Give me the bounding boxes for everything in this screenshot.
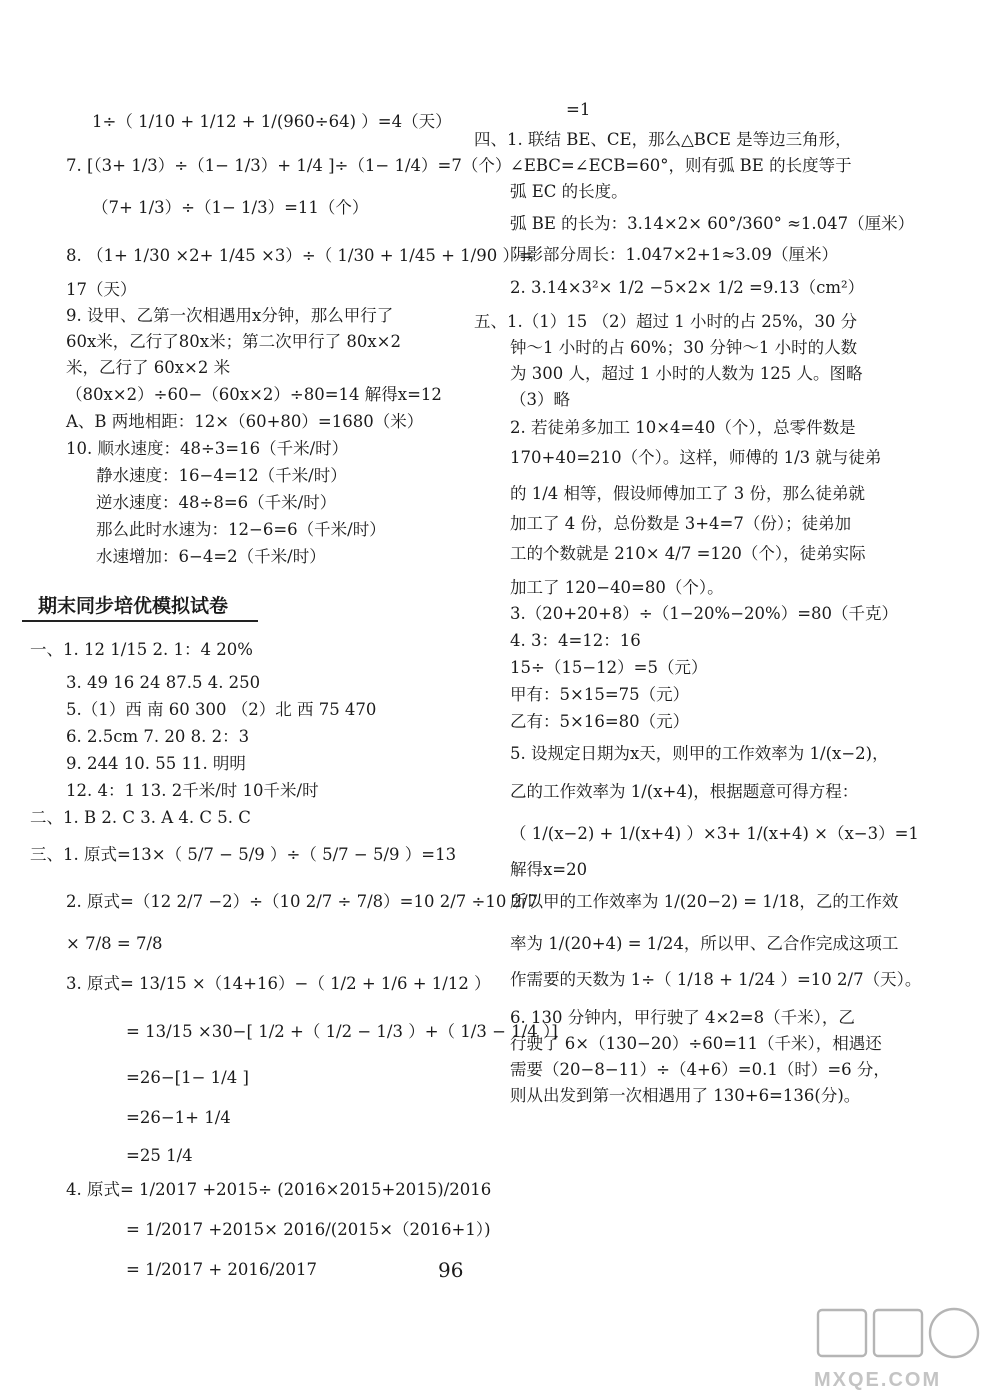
answer-line: A、B 两地相距：12×（60+80）=1680（米） (66, 412, 424, 431)
answer-line: 的 1/4 相等，假设师傅加工了 3 份，那么徒弟就 (510, 484, 866, 503)
answer-line: 五、1.（1）15 （2）超过 1 小时的占 25%，30 分 (474, 312, 858, 331)
page-number: 96 (438, 1258, 464, 1282)
answer-line: 9. 244 10. 55 11. 明明 (66, 754, 246, 773)
answer-line: 12. 4：1 13. 2千米/时 10千米/时 (66, 781, 319, 800)
answer-line: 3. 49 16 24 87.5 4. 250 (66, 673, 261, 692)
answer-line: 1÷（ 1/10 + 1/12 + 1/(960÷64) ）=4（天） (92, 112, 452, 131)
answer-line: =1 (566, 100, 591, 119)
answer-line: =26−[1− 1/4 ] (126, 1068, 249, 1087)
section-title: 期末同步培优模拟试卷 (38, 595, 229, 617)
answer-line: 2. 原式=（12 2/7 −2）÷（10 2/7 ÷ 7/8）=10 2/7 ÷10 2/7 (66, 892, 539, 911)
answer-line: 静水速度：16−4=12（千米/时） (96, 466, 347, 485)
watermark-logo (812, 1304, 992, 1392)
answer-line: 那么此时水速为：12−6=6（千米/时） (96, 520, 386, 539)
answer-line: 9. 设甲、乙第一次相遇用x分钟，那么甲行了 (66, 306, 394, 325)
section-title-underline (22, 620, 258, 622)
answer-line: 解得x=20 (510, 860, 588, 879)
answer-line: 弧 EC 的长度。 (510, 182, 628, 201)
answer-line: （ 1/(x−2) + 1/(x+4) ）×3+ 1/(x+4) ×（x−3）=1 (510, 824, 919, 843)
answer-line: = 1/2017 +2015× 2016/(2015×（2016+1）) (126, 1220, 491, 1239)
answer-line: 乙有：5×16=80（元） (510, 712, 690, 731)
answer-line: 6. 130 分钟内，甲行驶了 4×2=8（千米），乙 (510, 1008, 855, 1027)
answer-line: 率为 1/(20+4) = 1/24，所以甲、乙合作完成这项工 (510, 934, 899, 953)
answer-line: 一、1. 12 1/15 2. 1：4 20% (30, 640, 253, 659)
answer-line: = 13/15 ×30−[ 1/2 +（ 1/2 − 1/3 ）+（ 1/3 − 1/4 ）] (126, 1022, 558, 1041)
answer-line: 三、1. 原式=13×（ 5/7 − 5/9 ）÷（ 5/7 − 5/9 ）=13 (30, 845, 457, 864)
answer-line: 2. 3.14×3²× 1/2 −5×2× 1/2 =9.13（cm²） (510, 278, 865, 297)
answer-line: 工的个数就是 210× 4/7 =120（个），徒弟实际 (510, 544, 866, 563)
answer-line: 4. 原式= 1/2017 +2015÷ (2016×2015+2015)/2016 (66, 1180, 492, 1199)
answer-line: =26−1+ 1/4 (126, 1108, 231, 1127)
answer-line: 4. 3：4=12：16 (510, 631, 641, 650)
answer-line: （80x×2）÷60−（60x×2）÷80=14 解得x=12 (66, 385, 442, 404)
answer-line: 所以甲的工作效率为 1/(20−2) = 1/18，乙的工作效 (510, 892, 899, 911)
answer-line: 米，乙行了 60x×2 米 (66, 358, 231, 377)
answer-line: 17（天） (66, 280, 137, 299)
answer-line: 10. 顺水速度：48÷3=16（千米/时） (66, 439, 349, 458)
answer-line: 7. [（3+ 1/3）÷（1− 1/3）+ 1/4 ]÷（1− 1/4）=7（个） (66, 156, 512, 175)
answer-line: 甲有：5×15=75（元） (510, 685, 690, 704)
answer-line: 作需要的天数为 1÷（ 1/18 + 1/24 ）=10 2/7（天）。 (510, 970, 922, 989)
answer-line: 5. 设规定日期为x天，则甲的工作效率为 1/(x−2)， (510, 744, 889, 763)
answer-line: 为 300 人，超过 1 小时的人数为 125 人。图略 (510, 364, 863, 383)
answer-line: （7+ 1/3）÷（1− 1/3）=11（个） (92, 198, 369, 217)
answer-line: ∠EBC=∠ECB=60°，则有弧 BE 的长度等于 (510, 156, 852, 175)
answer-line: 四、1. 联结 BE、CE，那么△BCE 是等边三角形， (474, 130, 852, 149)
answer-line: =25 1/4 (126, 1146, 193, 1165)
answer-line: 逆水速度：48÷8=6（千米/时） (96, 493, 337, 512)
answer-line: 170+40=210（个）。这样，师傅的 1/3 就与徒弟 (510, 448, 882, 467)
answer-line: 乙的工作效率为 1/(x+4)，根据题意可得方程： (510, 782, 859, 801)
answer-line: 5.（1）西 南 60 300 （2）北 西 75 470 (66, 700, 377, 719)
answer-line: 60x米，乙行了80x米；第二次甲行了 80x×2 (66, 332, 401, 351)
answer-line: = 1/2017 + 2016/2017 (126, 1260, 317, 1279)
answer-line: 则从出发到第一次相遇用了 130+6=136(分)。 (510, 1086, 861, 1105)
answer-line: × 7/8 = 7/8 (66, 934, 163, 953)
answer-line: 2. 若徒弟多加工 10×4=40（个），总零件数是 (510, 418, 856, 437)
answer-line: 需要（20−8−11）÷（4+6）=0.1（时）=6 分， (510, 1060, 890, 1079)
answer-line: 二、1. B 2. C 3. A 4. C 5. C (30, 808, 251, 827)
answer-line: 行驶了 6×（130−20）÷60=11（千米），相遇还 (510, 1034, 882, 1053)
answer-line: （3）略 (510, 390, 570, 409)
answer-line: 8. （1+ 1/30 ×2+ 1/45 ×3）÷（ 1/30 + 1/45 + 1/90 ）= (66, 246, 533, 265)
answer-line: 6. 2.5cm 7. 20 8. 2：3 (66, 727, 250, 746)
answer-line: 加工了 4 份，总份数是 3+4=7（份）；徒弟加 (510, 514, 852, 533)
answer-line: 3.（20+20+8）÷（1−20%−20%）=80（千克） (510, 604, 899, 623)
answer-line: 加工了 120−40=80（个）。 (510, 578, 724, 597)
svg-text:MXQE.COM: MXQE.COM (814, 1369, 942, 1391)
answer-line: 水速增加：6−4=2（千米/时） (96, 547, 326, 566)
answer-line: 阴影部分周长：1.047×2+1≈3.09（厘米） (510, 245, 838, 264)
answer-line: 3. 原式= 13/15 ×（14+16）−（ 1/2 + 1/6 + 1/12 ） (66, 974, 491, 993)
answer-line: 15÷（15−12）=5（元） (510, 658, 708, 677)
answer-line: 弧 BE 的长为：3.14×2× 60°/360° ≈1.047（厘米） (510, 214, 915, 233)
answer-line: 钟～1 小时的占 60%；30 分钟～1 小时的人数 (510, 338, 858, 357)
